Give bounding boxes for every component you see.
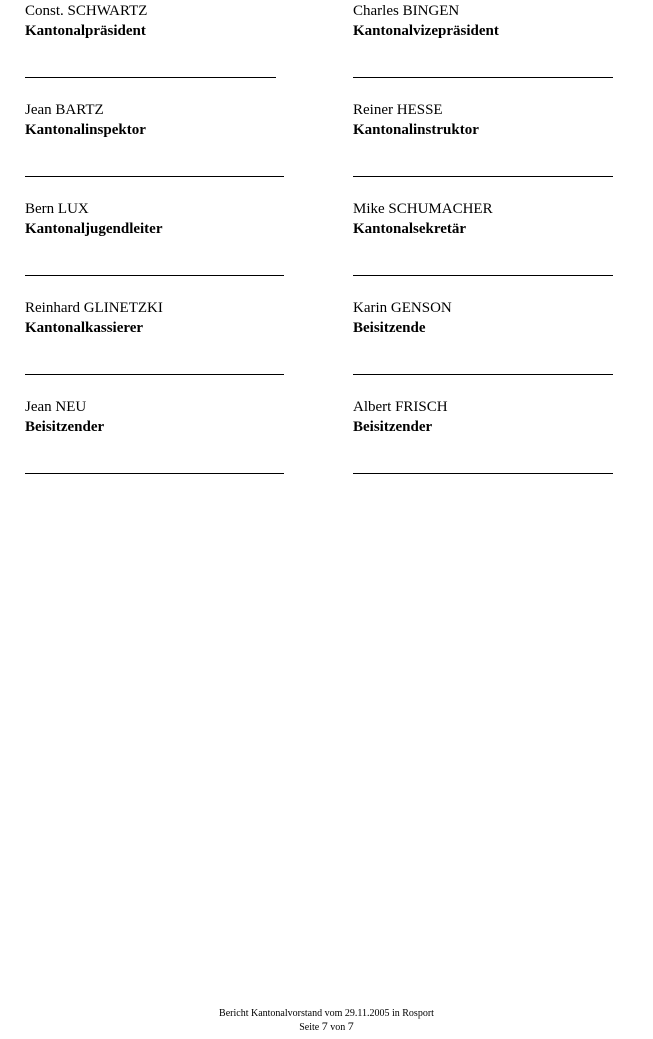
signatory-block [25,398,104,437]
signatory-name: Bern LUX [25,201,89,217]
signature-line [353,77,613,78]
signatory-block [353,398,448,437]
of-word: von [330,1022,346,1033]
signatory-title: Kantonalvizepräsident [353,23,499,39]
signature-line [25,275,284,276]
signatory-title: Beisitzender [353,419,433,435]
signatory-block [25,299,163,338]
signatory-name: Karin GENSON [353,300,452,316]
signature-line [353,275,613,276]
signature-line [353,473,613,474]
signature-line [25,473,284,474]
signatory-title: Kantonalinstruktor [353,122,479,138]
footer-page-number [0,1020,653,1034]
signatory-block [353,299,452,338]
signatory-block [353,101,479,140]
signatory-title: Beisitzender [25,419,105,435]
signature-line [25,77,276,78]
page-word: Seite [299,1022,320,1033]
signatory-name: Reinhard GLINETZKI [25,300,163,316]
signatory-title: Kantonalsekretär [353,221,467,237]
signatory-block [25,101,146,140]
signatory-name: Charles BINGEN [353,3,460,19]
signatory-title: Kantonalkassierer [25,320,144,336]
signature-line [353,176,613,177]
footer-report-line: Bericht Kantonalvorstand vom 29.11.2005 in Rosport [219,1008,434,1019]
signatory-name: Jean BARTZ [25,102,104,118]
page-total: 7 [347,1019,354,1033]
signatory-block [353,2,499,41]
signature-line [25,374,284,375]
signatory-title: Kantonalpräsident [25,23,146,39]
signatory-title: Beisitzende [353,320,426,336]
signature-line [25,176,284,177]
page-current: 7 [321,1019,328,1033]
signatory-title: Kantonalinspektor [25,122,146,138]
signatory-name: Jean NEU [25,399,87,415]
signatory-block [353,200,493,239]
signature-line [353,374,613,375]
signatory-name: Mike SCHUMACHER [353,201,493,217]
signatory-name: Const. SCHWARTZ [25,3,148,19]
signatory-name: Albert FRISCH [353,399,448,415]
signatory-title: Kantonaljugendleiter [25,221,163,237]
signatory-name: Reiner HESSE [353,102,443,118]
signatory-block [25,200,163,239]
signatory-block [25,2,147,41]
